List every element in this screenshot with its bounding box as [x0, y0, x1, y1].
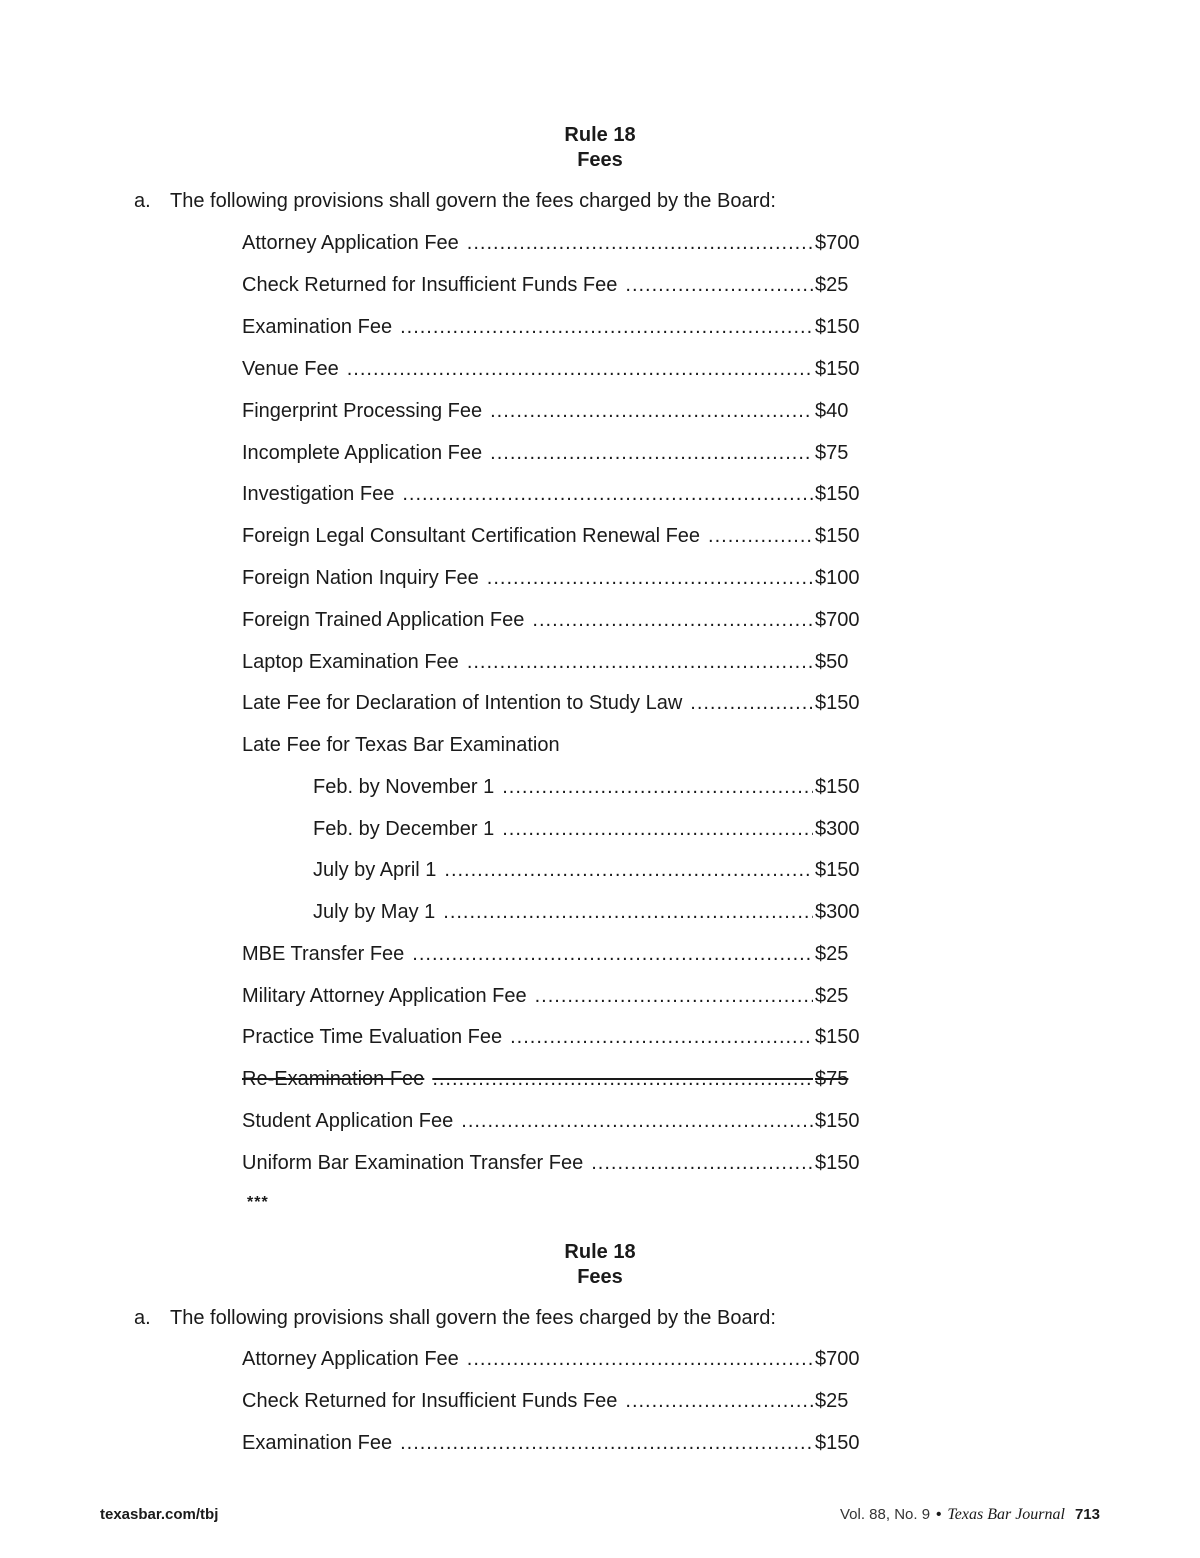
fee-amount: $150 [815, 1026, 860, 1048]
fee-label: Check Returned for Insufficient Funds Fee [242, 274, 618, 296]
fee-label: Feb. by December 1 [313, 818, 495, 840]
fee-amount: $50 [815, 651, 849, 673]
fee-label: July by May 1 [313, 901, 436, 923]
fee-amount: $25 [815, 1390, 849, 1412]
dot-leader [402, 481, 813, 507]
dot-leader [347, 356, 813, 382]
dot-leader [625, 272, 813, 298]
fee-amount: $300 [815, 901, 860, 923]
dot-leader [400, 314, 813, 340]
dot-leader [467, 230, 813, 256]
dot-leader [443, 899, 813, 925]
fee-row [242, 565, 859, 591]
fee-row [242, 941, 859, 967]
fee-amount: $75 [815, 1068, 849, 1090]
fee-row [242, 649, 859, 675]
fee-label: Foreign Trained Application Fee [242, 609, 525, 631]
section-separator: *** [247, 1194, 269, 1211]
fee-row [242, 230, 859, 256]
fee-label: Student Application Fee [242, 1110, 454, 1132]
fee-label: Re-Examination Fee [242, 1068, 425, 1090]
fee-amount: $150 [815, 358, 860, 380]
dot-leader [467, 649, 813, 675]
dot-leader [502, 816, 813, 842]
fee-label: Practice Time Evaluation Fee [242, 1026, 503, 1048]
footer-journal-title: Texas Bar Journal [947, 1506, 1065, 1523]
dot-leader [487, 565, 813, 591]
fee-row [242, 314, 859, 340]
dot-leader [591, 1150, 813, 1176]
fee-amount: $700 [815, 1348, 860, 1370]
fee-amount: $150 [815, 692, 860, 714]
fee-amount: $150 [815, 859, 860, 881]
dot-leader [490, 398, 813, 424]
fee-row [242, 481, 859, 507]
fee-label: Foreign Nation Inquiry Fee [242, 567, 479, 589]
dot-leader [535, 983, 813, 1009]
fee-amount: $40 [815, 400, 849, 422]
dot-leader [444, 857, 813, 883]
dot-leader [510, 1024, 813, 1050]
fee-row [313, 899, 859, 925]
fee-amount: $150 [815, 1152, 860, 1174]
fee-amount: $150 [815, 1432, 860, 1454]
rule-title: Rule 18 [564, 1241, 636, 1263]
fee-row [242, 1150, 859, 1176]
fee-row [242, 1388, 859, 1414]
fee-row [313, 816, 859, 842]
fee-label: Uniform Bar Examination Transfer Fee [242, 1152, 584, 1174]
fee-amount: $25 [815, 943, 849, 965]
rule-heading [0, 1240, 1200, 1290]
fee-label: Feb. by November 1 [313, 776, 495, 798]
fee-amount: $100 [815, 567, 860, 589]
fee-row [313, 857, 859, 883]
fee-label: Incomplete Application Fee [242, 442, 483, 464]
fee-row [242, 1108, 859, 1134]
footer-issue-info [840, 1504, 1100, 1526]
fee-label: MBE Transfer Fee [242, 943, 405, 965]
fee-row [242, 272, 859, 298]
fee-label: Late Fee for Declaration of Intention to Study Law [242, 692, 683, 714]
fee-row [313, 774, 859, 800]
fee-amount: $75 [815, 442, 849, 464]
list-marker: a. [134, 190, 151, 212]
intro-paragraph [134, 188, 776, 214]
fee-label: Examination Fee [242, 316, 393, 338]
footer-bullet: • [936, 1506, 942, 1523]
fee-amount: $150 [815, 525, 860, 547]
fee-label: Fingerprint Processing Fee [242, 400, 483, 422]
dot-leader [467, 1346, 813, 1372]
intro-paragraph [134, 1305, 776, 1331]
fee-label: Investigation Fee [242, 483, 395, 505]
dot-leader [432, 1066, 813, 1092]
footer-volume: Vol. 88, No. 9 [840, 1506, 931, 1523]
fee-label: Venue Fee [242, 358, 339, 380]
fee-row [242, 398, 859, 424]
fee-label: Military Attorney Application Fee [242, 985, 527, 1007]
fee-row [242, 356, 859, 382]
dot-leader [461, 1108, 813, 1134]
fee-amount: $25 [815, 985, 849, 1007]
fee-amount: $700 [815, 232, 860, 254]
fee-amount: $300 [815, 818, 860, 840]
fee-row-struck [242, 1066, 859, 1092]
fee-row [242, 690, 859, 716]
dot-leader [690, 690, 813, 716]
fee-label: Examination Fee [242, 1432, 393, 1454]
fee-label: Laptop Examination Fee [242, 651, 459, 673]
fee-amount: $700 [815, 609, 860, 631]
dot-leader [532, 607, 813, 633]
footer-page-number: 713 [1074, 1506, 1100, 1523]
fee-row [242, 523, 859, 549]
dot-leader [625, 1388, 813, 1414]
dot-leader [490, 440, 813, 466]
fee-row [242, 1430, 859, 1456]
fee-amount: $150 [815, 1110, 860, 1132]
fee-label: Check Returned for Insufficient Funds Fee [242, 1390, 618, 1412]
intro-text: The following provisions shall govern the fees charged by the Board: [170, 1307, 776, 1329]
footer-website[interactable]: texasbar.com/tbj [100, 1506, 219, 1523]
late-fee-heading: Late Fee for Texas Bar Examination [242, 734, 560, 756]
rule-heading [0, 123, 1200, 173]
fee-row [242, 607, 859, 633]
fee-label: Attorney Application Fee [242, 232, 459, 254]
fee-row [242, 1024, 859, 1050]
dot-leader [502, 774, 813, 800]
rule-title: Rule 18 [564, 124, 636, 146]
fee-amount: $150 [815, 316, 860, 338]
list-marker: a. [134, 1307, 151, 1329]
dot-leader [400, 1430, 813, 1456]
fee-row [242, 983, 859, 1009]
intro-text: The following provisions shall govern the fees charged by the Board: [170, 190, 776, 212]
fee-amount: $25 [815, 274, 849, 296]
fee-label: July by April 1 [313, 859, 437, 881]
fee-amount: $150 [815, 483, 860, 505]
rule-subtitle: Fees [577, 1266, 623, 1288]
dot-leader [412, 941, 813, 967]
fee-row [242, 1346, 859, 1372]
fee-row [242, 440, 859, 466]
rule-subtitle: Fees [577, 149, 623, 171]
fee-amount: $150 [815, 776, 860, 798]
dot-leader [708, 523, 813, 549]
fee-label: Attorney Application Fee [242, 1348, 459, 1370]
fee-label: Foreign Legal Consultant Certification Renewal Fee [242, 525, 701, 547]
